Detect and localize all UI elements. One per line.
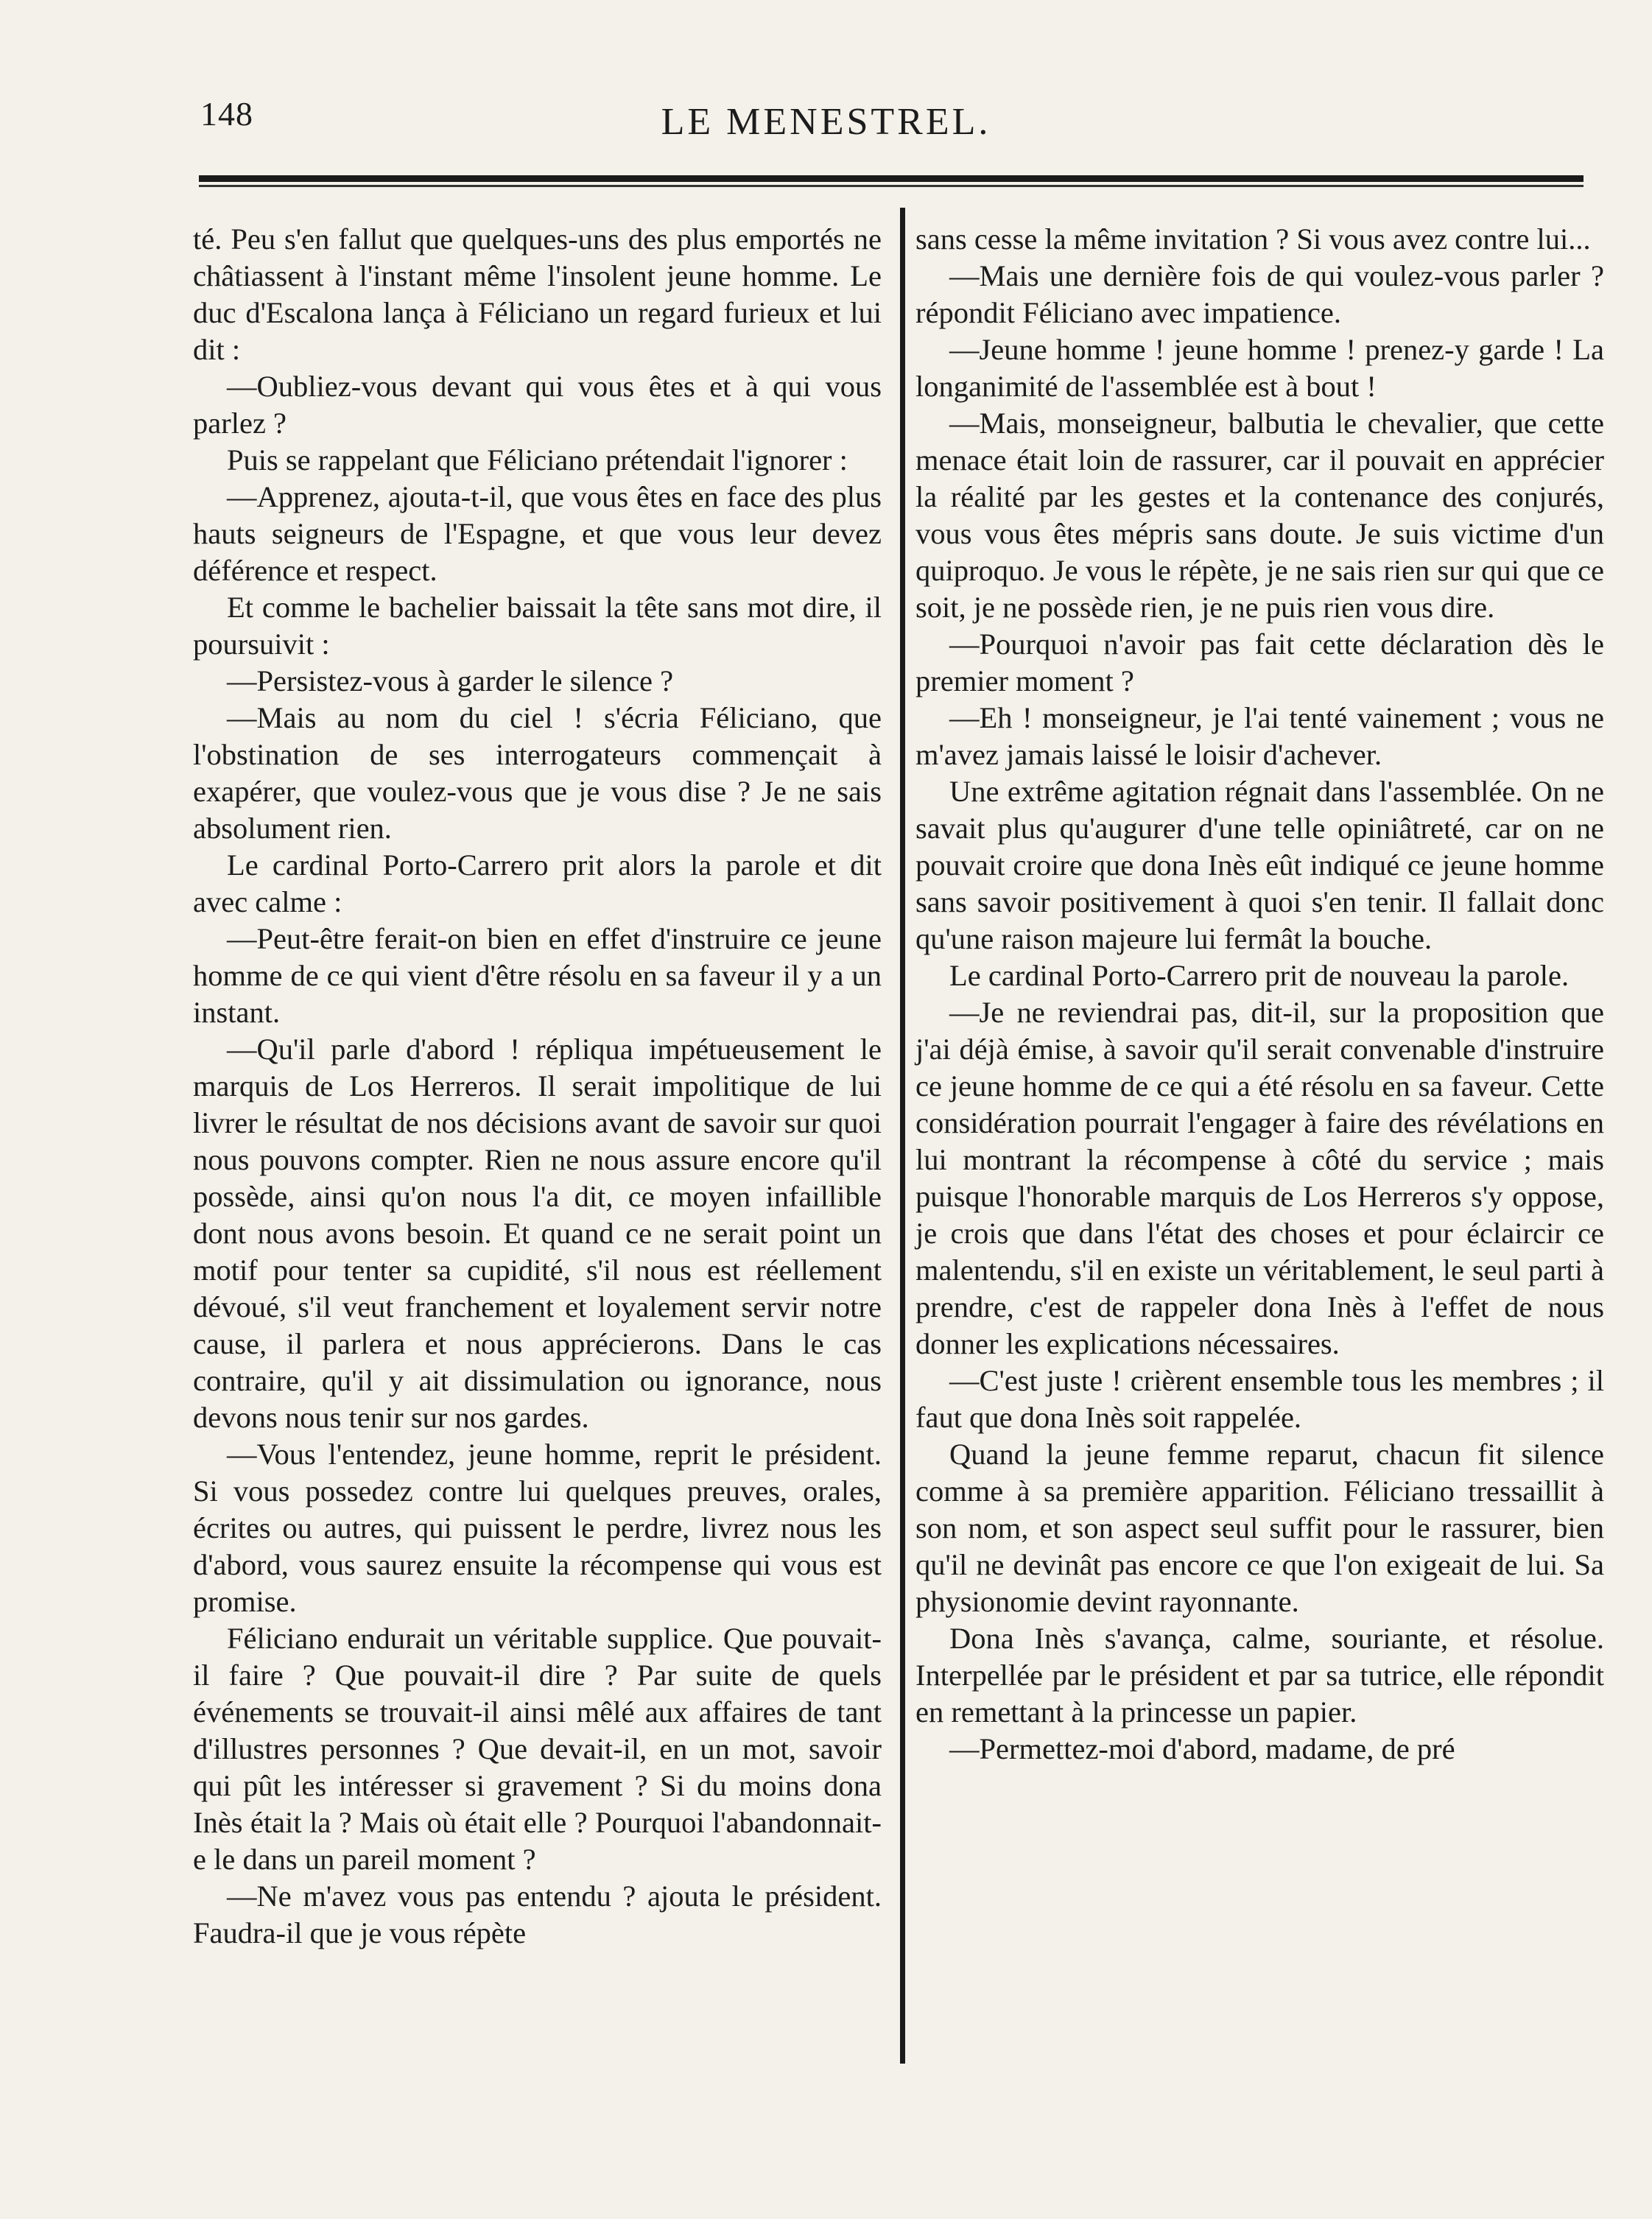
paragraph: sans cesse la même invitation ? Si vous avez contre lui... (915, 222, 1591, 256)
paragraph: Dona Inès s'avança, calme, souriante, et résolue. Interpellée par le président et par sa tutrice, elle répondit en remettant à la princesse un papier. (915, 1622, 1604, 1729)
paragraph: —Ne m'avez vous pas entendu ? ajouta le président. Faudra-il que je vous répète (193, 1879, 882, 1949)
paragraph: —Pourquoi n'avoir pas fait cette déclaration dès le premier moment ? (915, 627, 1604, 697)
paragraph: —Eh ! monseigneur, je l'ai tenté vainement ; vous ne m'avez jamais laissé le loisir d'achever. (915, 701, 1604, 771)
paragraph: —Vous l'entendez, jeune homme, reprit le président. Si vous possedez contre lui quelques preuves, orales, écrites ou autres, qui puissent le perdre, livrez nous les d'abord, vous saurez ensuite la récompense qui vous est promise. (193, 1438, 882, 1618)
paragraph: Quand la jeune femme reparut, chacun fit silence comme à sa première apparition. Féliciano tressaillit à son nom, et son aspect seul suffit pour le rassurer, bien qu'il ne devinât pas encore ce que l'on exigeait de lui. Sa physionomie devint rayonnante. (915, 1438, 1604, 1618)
paragraph: —Oubliez-vous devant qui vous êtes et à qui vous parlez ? (193, 370, 882, 440)
paragraph: —Permettez-moi d'abord, madame, de pré (949, 1732, 1455, 1765)
journal-title: LE MENESTREL. (661, 101, 991, 143)
paragraph: —C'est juste ! crièrent ensemble tous les membres ; il faut que dona Inès soit rappelée. (915, 1364, 1604, 1434)
header-rule (199, 175, 1584, 182)
paragraph: Et comme le bachelier baissait la tête sans mot dire, il poursuivit : (193, 591, 882, 661)
paragraph: té. Peu s'en fallut que quelques-uns des plus emportés ne châtiassent à l'instant même l'insolent jeune homme. Le duc d'Escalona lança à Féliciano un regard furieux et lui dit : (193, 222, 882, 366)
left-column (193, 221, 882, 1952)
header-rule-thin (199, 185, 1584, 187)
paragraph: —Peut-être ferait-on bien en effet d'instruire ce jeune homme de ce qui vient d'être résolu en sa faveur il y a un instant. (193, 922, 882, 1029)
right-column (915, 221, 1604, 1768)
paragraph: —Qu'il parle d'abord ! répliqua impétueusement le marquis de Los Herreros. Il serait impolitique de lui livrer le résultat de nos décisions avant de savoir sur quoi nous pouvons compter. Rien ne nous assure encore qu'il possède, ainsi qu'on nous l'a dit, ce moyen infaillible dont nous avons besoin. Et quand ce ne serait point un motif pour tenter sa cupidité, s'il nous est réellement dévoué, s'il veut franchement et loyalement servir notre cause, il parlera et nous apprécierons. Dans le cas contraire, qu'il y ait dissimulation ou ignorance, nous devons nous tenir sur nos gardes. (193, 1033, 882, 1434)
paragraph: —Mais une dernière fois de qui voulez-vous parler ? répondit Féliciano avec impatience. (915, 259, 1604, 329)
paragraph: Féliciano endurait un véritable supplice. Que pouvait-il faire ? Que pouvait-il dire ? Par suite de quels événements se trouvait-il ainsi mêlé aux affaires de tant d'illustres personnes ? Que devait-il, en un mot, savoir qui pût les intéresser si gravement ? Si du moins dona Inès était la ? Mais où était elle ? Pourquoi l'abandonnait-e le dans un pareil moment ? (193, 1622, 882, 1876)
column-divider (900, 208, 905, 2064)
paragraph: —Apprenez, ajouta-t-il, que vous êtes en face des plus hauts seigneurs de l'Espagne, et que vous leur devez déférence et respect. (193, 480, 882, 587)
paragraph: —Je ne reviendrai pas, dit-il, sur la proposition que j'ai déjà émise, à savoir qu'il serait convenable d'instruire ce jeune homme de ce qui a été résolu en sa faveur. Cette considération pourrait l'engager à faire des révélations en lui montrant la récompense à côté du service ; mais puisque l'honorable marquis de Los Herreros s'y oppose, je crois que dans l'état des choses et pour éclaircir ce malentendu, s'il en existe un véritablement, le seul parti à prendre, c'est de rappeler dona Inès à l'effet de nous donner les explications nécessaires. (915, 996, 1604, 1360)
page-number: 148 (200, 95, 253, 133)
paragraph: Le cardinal Porto-Carrero prit alors la parole et dit avec calme : (193, 848, 882, 918)
paragraph: —Mais, monseigneur, balbutia le chevalier, que cette menace était loin de rassurer, car il pouvait en apprécier la réalité par les gestes et la contenance des conjurés, vous vous êtes mépris sans doute. Je suis victime d'un quiproquo. Je vous le répète, je ne sais rien sur qui que ce soit, je ne possède rien, je ne puis rien vous dire. (915, 407, 1604, 624)
paragraph: Une extrême agitation régnait dans l'assemblée. On ne savait plus qu'augurer d'une telle opiniâtreté, car on ne pouvait croire que dona Inès eût indiqué ce jeune homme sans savoir positivement à quoi s'en tenir. Il fallait donc qu'une raison majeure lui fermât la bouche. (915, 775, 1604, 955)
paragraph: —Persistez-vous à garder le silence ? (227, 664, 674, 697)
paragraph: —Jeune homme ! jeune homme ! prenez-y garde ! La longanimité de l'assemblée est à bout ! (915, 333, 1604, 403)
paragraph: Puis se rappelant que Féliciano prétendait l'ignorer : (227, 443, 848, 476)
paragraph: —Mais au nom du ciel ! s'écria Féliciano, que l'obstination de ses interrogateurs commençait à exapérer, que voulez-vous que je vous dise ? Je ne sais absolument rien. (193, 701, 882, 845)
paragraph: Le cardinal Porto-Carrero prit de nouveau la parole. (949, 959, 1570, 992)
